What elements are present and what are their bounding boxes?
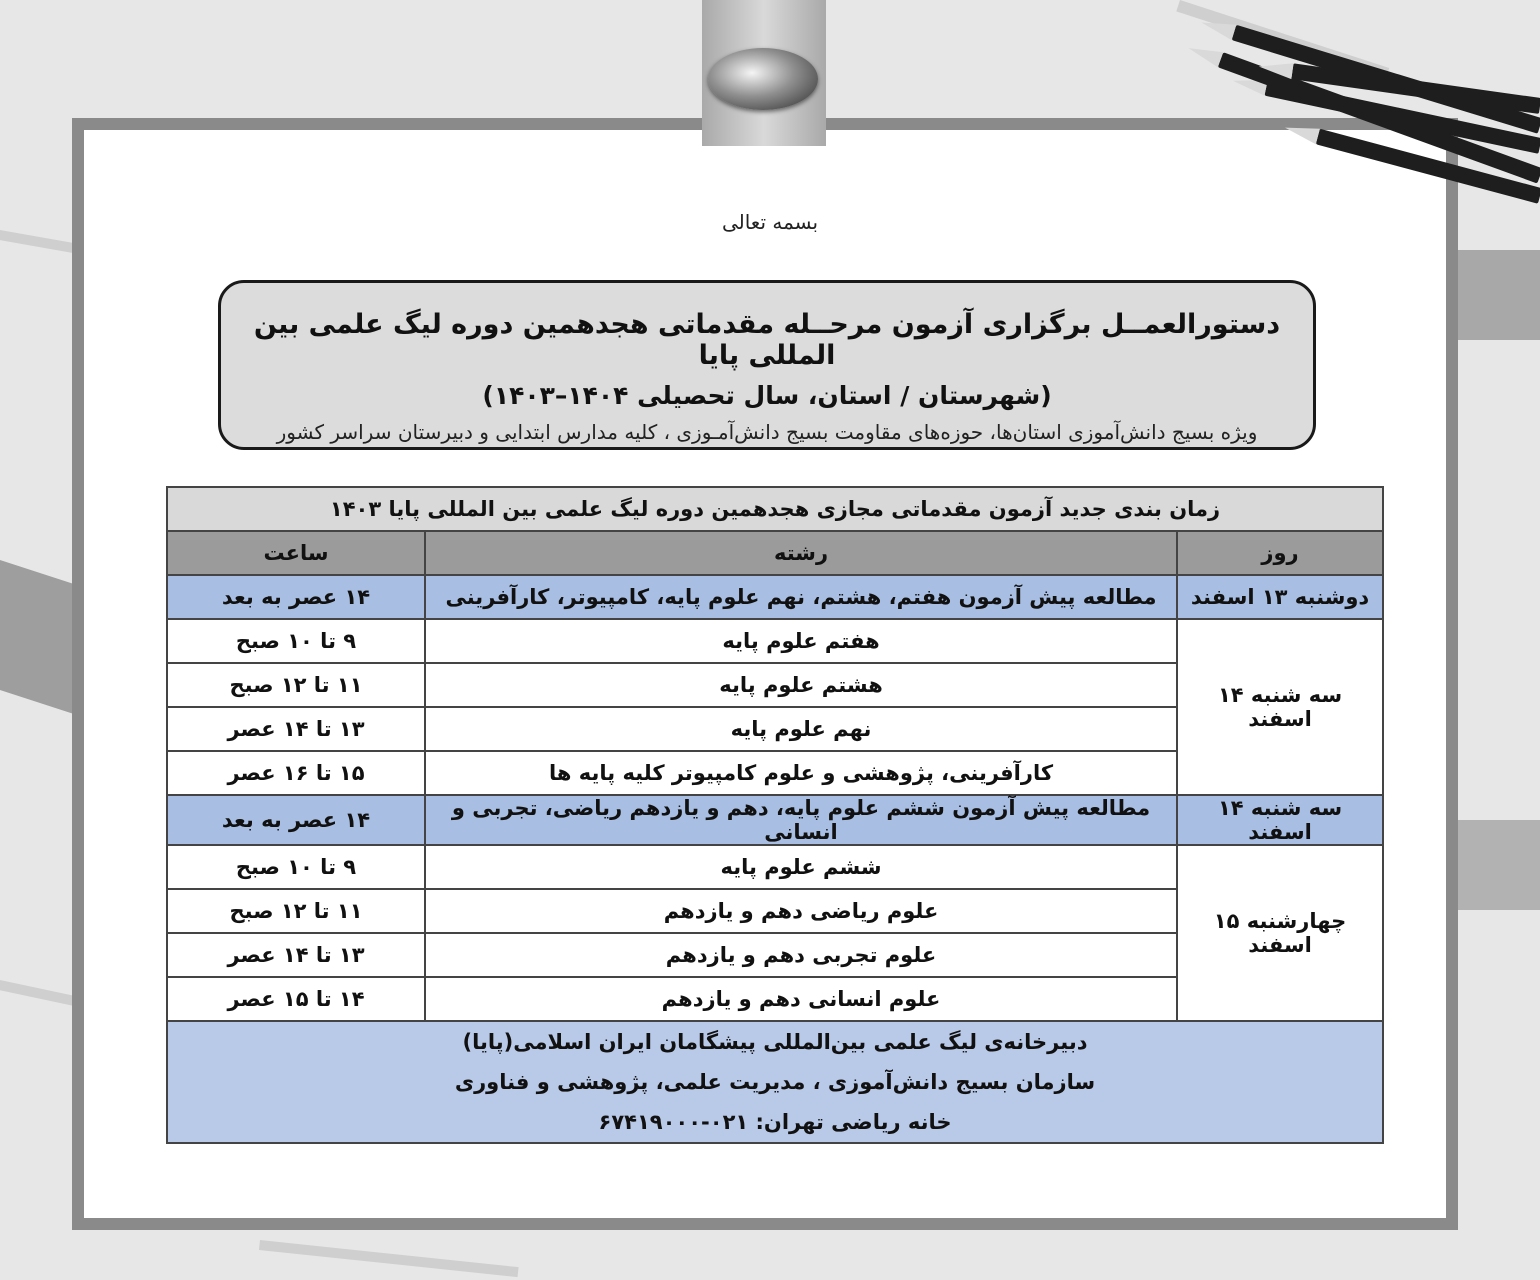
time-cell: ۱۵ تا ۱۶ عصر [167, 751, 425, 795]
field-cell: علوم تجربی دهم و یازدهم [425, 933, 1177, 977]
basmala-text: بسمه تعالی [721, 210, 819, 234]
day-cell: دوشنبه ۱۳ اسفند [1177, 575, 1383, 619]
field-cell: نهم علوم پایه [425, 707, 1177, 751]
time-cell: ۱۳ تا ۱۴ عصر [167, 933, 425, 977]
document-description: ویژه بسیج دانش‌آموزی استان‌ها، حوزه‌های مقاومت بسیج دانش‌آمـوزی ، کلیه مدارس ابتدایی و دبیرستان سراسر کشور [276, 420, 1258, 444]
globe-icon [708, 48, 818, 110]
table-row [167, 619, 1383, 663]
time-cell: ۱۴ عصر به بعد [167, 795, 425, 845]
background-stripe [259, 1240, 519, 1277]
table-row [167, 795, 1383, 845]
table-caption-row [167, 487, 1383, 531]
background-stripe [1458, 820, 1540, 910]
field-cell: علوم ریاضی دهم و یازدهم [425, 889, 1177, 933]
document-subtitle: (شهرستان / استان، سال تحصیلی ۱۴۰۴–۱۴۰۳) [482, 381, 1052, 410]
field-cell: مطالعه پیش آزمون هفتم، هشتم، نهم علوم پایه، کامپیوتر، کارآفرینی [425, 575, 1177, 619]
header-field: رشته [425, 531, 1177, 575]
day-cell: سه شنبه ۱۴ اسفند [1177, 795, 1383, 845]
schedule-table [166, 486, 1384, 1144]
footer-line-contact: خانه ریاضی تهران: ۰۲۱-۶۷۴۱۹۰۰۰ [598, 1110, 952, 1134]
footer-line-secretariat: دبیرخانه‌ی لیگ علمی بین‌المللی پیشگامان ایران اسلامی(پایا) [462, 1030, 1088, 1054]
pencils-decoration [1160, 78, 1540, 278]
field-cell: علوم انسانی دهم و یازدهم [425, 977, 1177, 1021]
header-day: روز [1177, 531, 1383, 575]
field-cell: کارآفرینی، پژوهشی و علوم کامپیوتر کلیه پایه ها [425, 751, 1177, 795]
field-cell: ششم علوم پایه [425, 845, 1177, 889]
table-row [167, 575, 1383, 619]
field-cell: هشتم علوم پایه [425, 663, 1177, 707]
time-cell: ۹ تا ۱۰ صبح [167, 619, 425, 663]
document-title: دستورالعمــل برگزاری آزمون مرحــله مقدماتی هجدهمین دوره لیگ علمی بین المللی پایا [253, 309, 1281, 371]
time-cell: ۱۱ تا ۱۲ صبح [167, 889, 425, 933]
field-cell: هفتم علوم پایه [425, 619, 1177, 663]
time-cell: ۱۴ عصر به بعد [167, 575, 425, 619]
day-cell: سه شنبه ۱۴ اسفند [1177, 619, 1383, 795]
footer-line-organization: سازمان بسیج دانش‌آموزی ، مدیریت علمی، پژوهشی و فناوری [454, 1070, 1096, 1094]
table-footer [167, 1021, 1383, 1143]
table-footer-row [167, 1021, 1383, 1143]
table-header-row [167, 531, 1383, 575]
time-cell: ۱۳ تا ۱۴ عصر [167, 707, 425, 751]
header-time: ساعت [167, 531, 425, 575]
table-row [167, 845, 1383, 889]
day-cell: چهارشنبه ۱۵ اسفند [1177, 845, 1383, 1021]
table-caption: زمان بندی جدید آزمون مقدماتی مجازی هجدهمین دوره لیگ علمی بین المللی پایا ۱۴۰۳ [167, 487, 1383, 531]
field-cell: مطالعه پیش آزمون ششم علوم پایه، دهم و یازدهم ریاضی، تجربی و انسانی [425, 795, 1177, 845]
title-box [218, 280, 1316, 450]
time-cell: ۱۱ تا ۱۲ صبح [167, 663, 425, 707]
time-cell: ۹ تا ۱۰ صبح [167, 845, 425, 889]
time-cell: ۱۴ تا ۱۵ عصر [167, 977, 425, 1021]
